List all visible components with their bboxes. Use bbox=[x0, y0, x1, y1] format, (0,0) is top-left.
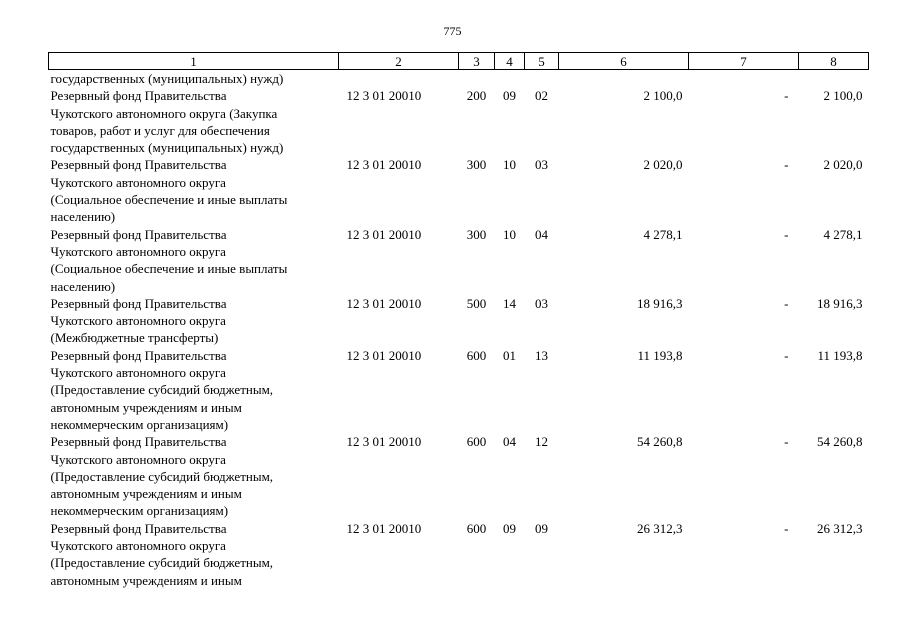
cell-section bbox=[495, 70, 525, 88]
cell-expense-type: 600 bbox=[466, 347, 487, 363]
header-row bbox=[49, 53, 869, 70]
cell-amount-col6: 18 916,3 bbox=[637, 295, 683, 311]
cell-amount-col8: 4 278,1 bbox=[823, 226, 863, 242]
cell-subsection: 03 bbox=[535, 157, 548, 173]
table-row bbox=[49, 347, 869, 433]
cell-amount-col7 bbox=[689, 70, 799, 88]
cell-amount-col7: - bbox=[784, 226, 789, 242]
cell-target-article: 12 3 01 20010 bbox=[346, 295, 422, 311]
cell-expense-type bbox=[459, 70, 495, 88]
header-col-3: 3 bbox=[459, 53, 495, 70]
cell-amount-col7: - bbox=[784, 520, 789, 536]
description-line: (Межбюджетные трансферты) bbox=[50, 330, 219, 346]
cell-target-article bbox=[339, 70, 459, 88]
description-line: Чукотского автономного округа bbox=[50, 174, 226, 190]
cell-description bbox=[49, 87, 339, 156]
cell-amount-col7: - bbox=[784, 434, 789, 450]
description-line: Резервный фонд Правительства bbox=[50, 295, 227, 311]
cell-section: 14 bbox=[503, 295, 516, 311]
cell-description bbox=[49, 156, 339, 225]
cell-subsection: 04 bbox=[535, 226, 548, 242]
description-line: (Социальное обеспечение и иные выплаты bbox=[50, 192, 288, 208]
cell-subsection: 03 bbox=[535, 295, 548, 311]
description-line: Резервный фонд Правительства bbox=[50, 347, 227, 363]
header-col-6: 6 bbox=[559, 53, 689, 70]
header-col-1: 1 bbox=[49, 53, 339, 70]
description-line: Чукотского автономного округа bbox=[50, 451, 226, 467]
cell-amount-col7: - bbox=[784, 157, 789, 173]
budget-table bbox=[48, 52, 869, 589]
cell-expense-type: 300 bbox=[466, 157, 487, 173]
cell-section: 09 bbox=[503, 88, 516, 104]
description-line: товаров, работ и услуг для обеспечения bbox=[50, 122, 270, 138]
table-row bbox=[49, 226, 869, 295]
description-line: населению) bbox=[50, 209, 116, 225]
cell-description bbox=[49, 347, 339, 433]
cell-amount-col8: 2 100,0 bbox=[823, 88, 863, 104]
table-row bbox=[49, 295, 869, 347]
description-line: автономным учреждениям и иным bbox=[50, 572, 242, 588]
cell-target-article: 12 3 01 20010 bbox=[346, 520, 422, 536]
description-line: (Социальное обеспечение и иные выплаты bbox=[50, 261, 288, 277]
cell-section: 01 bbox=[503, 347, 516, 363]
cell-target-article: 12 3 01 20010 bbox=[346, 434, 422, 450]
cell-amount-col8: 11 193,8 bbox=[817, 347, 863, 363]
description-line: Резервный фонд Правительства bbox=[50, 520, 227, 536]
cell-amount-col8: 26 312,3 bbox=[817, 520, 863, 536]
description-line: Чукотского автономного округа (Закупка bbox=[50, 105, 278, 121]
header-col-2: 2 bbox=[339, 53, 459, 70]
description-line: Чукотского автономного округа bbox=[50, 313, 226, 329]
description-line: государственных (муниципальных) нужд) bbox=[50, 71, 284, 86]
cell-amount-col6: 54 260,8 bbox=[637, 434, 683, 450]
cell-subsection: 09 bbox=[535, 520, 548, 536]
description-line: населению) bbox=[50, 278, 116, 294]
cell-amount-col8: 18 916,3 bbox=[817, 295, 863, 311]
cell-subsection: 02 bbox=[535, 88, 548, 104]
table-row bbox=[49, 87, 869, 156]
cell-amount-col6: 2 020,0 bbox=[643, 157, 683, 173]
description-line: государственных (муниципальных) нужд) bbox=[50, 140, 284, 156]
cell-description bbox=[49, 70, 339, 88]
description-line: некоммерческим организациям) bbox=[50, 503, 229, 519]
cell-description bbox=[49, 433, 339, 519]
cell-subsection: 12 bbox=[535, 434, 548, 450]
description-line: Резервный фонд Правительства bbox=[50, 88, 227, 104]
cell-target-article: 12 3 01 20010 bbox=[346, 88, 422, 104]
cell-subsection: 13 bbox=[535, 347, 548, 363]
table-row bbox=[49, 520, 869, 589]
description-line: Резервный фонд Правительства bbox=[50, 157, 227, 173]
cell-subsection bbox=[525, 70, 559, 88]
description-line: Резервный фонд Правительства bbox=[50, 434, 227, 450]
cell-expense-type: 600 bbox=[466, 520, 487, 536]
cell-expense-type: 600 bbox=[466, 434, 487, 450]
header-col-8: 8 bbox=[799, 53, 869, 70]
description-line: Чукотского автономного округа bbox=[50, 365, 226, 381]
description-line: (Предоставление субсидий бюджетным, bbox=[50, 382, 274, 398]
cell-expense-type: 500 bbox=[466, 295, 487, 311]
cell-section: 04 bbox=[503, 434, 516, 450]
cell-description bbox=[49, 520, 339, 589]
table-row bbox=[49, 70, 869, 88]
header-col-4: 4 bbox=[495, 53, 525, 70]
cell-expense-type: 200 bbox=[466, 88, 487, 104]
cell-amount-col6: 26 312,3 bbox=[637, 520, 683, 536]
cell-amount-col7: - bbox=[784, 295, 789, 311]
table-header bbox=[49, 53, 869, 70]
cell-description bbox=[49, 295, 339, 347]
cell-amount-col7: - bbox=[784, 88, 789, 104]
header-col-7: 7 bbox=[689, 53, 799, 70]
cell-amount-col7: - bbox=[784, 347, 789, 363]
description-line: Чукотского автономного округа bbox=[50, 243, 226, 259]
cell-target-article: 12 3 01 20010 bbox=[346, 226, 422, 242]
cell-section: 10 bbox=[503, 226, 516, 242]
description-line: (Предоставление субсидий бюджетным, bbox=[50, 468, 274, 484]
description-line: (Предоставление субсидий бюджетным, bbox=[50, 555, 274, 571]
description-line: автономным учреждениям и иным bbox=[50, 486, 242, 502]
description-line: Резервный фонд Правительства bbox=[50, 226, 227, 242]
cell-amount-col6: 2 100,0 bbox=[643, 88, 683, 104]
cell-amount-col6 bbox=[559, 70, 689, 88]
cell-section: 09 bbox=[503, 520, 516, 536]
page-number: 775 bbox=[443, 24, 462, 38]
description-line: автономным учреждениям и иным bbox=[50, 399, 242, 415]
cell-amount-col6: 11 193,8 bbox=[637, 347, 683, 363]
cell-amount-col6: 4 278,1 bbox=[643, 226, 683, 242]
cell-target-article: 12 3 01 20010 bbox=[346, 347, 422, 363]
description-line: Чукотского автономного округа bbox=[50, 538, 226, 554]
cell-amount-col8: 2 020,0 bbox=[823, 157, 863, 173]
cell-target-article: 12 3 01 20010 bbox=[346, 157, 422, 173]
cell-amount-col8: 54 260,8 bbox=[817, 434, 863, 450]
cell-section: 10 bbox=[503, 157, 516, 173]
cell-expense-type: 300 bbox=[466, 226, 487, 242]
header-col-5: 5 bbox=[525, 53, 559, 70]
cell-description bbox=[49, 226, 339, 295]
table-row bbox=[49, 433, 869, 519]
table-body bbox=[49, 70, 869, 589]
description-line: некоммерческим организациям) bbox=[50, 416, 229, 432]
cell-amount-col8 bbox=[799, 70, 869, 88]
table-row bbox=[49, 156, 869, 225]
